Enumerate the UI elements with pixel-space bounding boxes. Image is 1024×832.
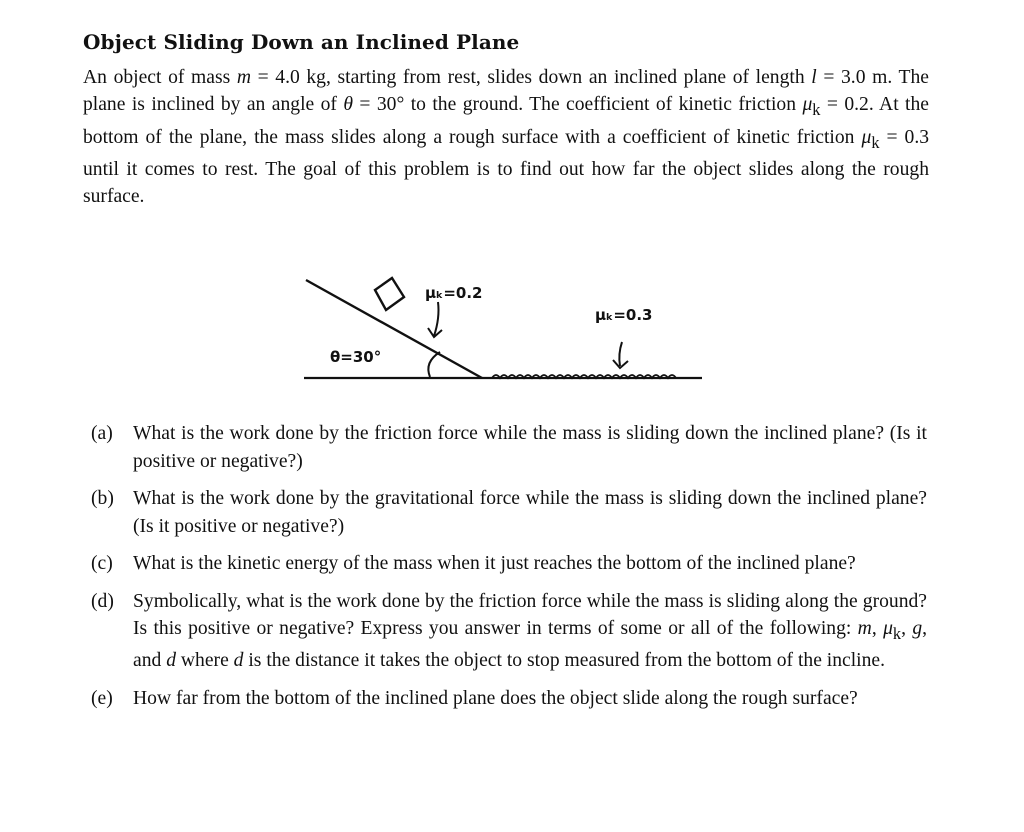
question-list [91, 420, 927, 722]
sliding-block [375, 278, 404, 310]
question-text: What is the work done by the friction force while the mass is sliding down the inclined plane? (Is it positive or negative?) [133, 423, 927, 472]
question-text: How far from the bottom of the inclined plane does the object slide along the rough surface? [133, 687, 858, 709]
question-label: (a) [91, 423, 113, 444]
distance-symbol: d [166, 650, 176, 672]
question-d-text-a: Symbolically, what is the work done by the friction force while the mass is sliding along the ground? Is this positive or negative? Express you answer in terms of some or all of the following: [133, 590, 927, 639]
separator: , [901, 618, 913, 639]
question-text [133, 591, 927, 672]
angle-arc [428, 352, 440, 377]
question-label: (b) [91, 488, 114, 509]
mu-subscript-1: k [812, 100, 821, 120]
arrow-to-incline [434, 302, 439, 336]
problem-statement [83, 64, 929, 210]
intro-text-6: = 0.3 until it comes to rest. The goal of this problem is to find out how far the object slides along the rough surface. [83, 126, 930, 207]
question-d-text-c: is the distance it takes the object to stop measured from the bottom of the incline. [243, 650, 886, 672]
intro-text-5: = 0.2. At the bottom of the plane, the mass slides along a rough surface with a coefficient of kinetic friction [83, 94, 929, 148]
length-symbol: l [811, 67, 817, 88]
question-label: (d) [91, 590, 114, 612]
mu-incline-label: μₖ=0.2 [425, 284, 483, 302]
angle-label: θ=30° [330, 348, 382, 366]
separator: , and [133, 618, 928, 672]
incline-diagram [300, 270, 720, 390]
question-text: What is the work done by the gravitational force while the mass is sliding down the inclined plane? (Is it positive or negative?) [133, 488, 927, 537]
mu-symbol-1: μ [802, 94, 813, 116]
question-b [91, 485, 927, 540]
intro-text-4: = 30° to the ground. The coefficient of kinetic friction [352, 94, 803, 116]
gravity-symbol: g [912, 618, 923, 639]
intro-text-1: An object of mass [83, 67, 237, 88]
question-a [91, 420, 927, 475]
question-d [91, 588, 927, 675]
problem-title: Object Sliding Down an Inclined Plane [83, 30, 520, 54]
question-e [91, 685, 927, 713]
mu-symbol-2: μ [861, 126, 872, 148]
mu-symbol: μ [883, 618, 893, 639]
problem-page [83, 28, 929, 210]
intro-text-3: = 3.0 m. The plane is inclined by an angle of [83, 67, 929, 116]
mu-ground-label: μₖ=0.3 [595, 306, 653, 324]
question-c [91, 550, 927, 578]
intro-text-2: = 4.0 kg, starting from rest, slides down an inclined plane of length [250, 67, 812, 88]
question-d-text-b: where [176, 650, 234, 672]
question-label: (c) [91, 553, 113, 574]
separator: , [871, 618, 884, 639]
distance-symbol: d [233, 650, 244, 672]
angle-symbol: θ [343, 94, 353, 116]
mu-subscript-2: k [871, 132, 880, 152]
mass-symbol: m [857, 618, 872, 639]
question-text: What is the kinetic energy of the mass when it just reaches the bottom of the inclined plane? [133, 553, 856, 574]
question-label: (e) [91, 687, 113, 709]
mass-symbol: m [236, 67, 251, 88]
mu-subscript: k [892, 623, 902, 643]
arrow-to-ground [619, 342, 622, 366]
